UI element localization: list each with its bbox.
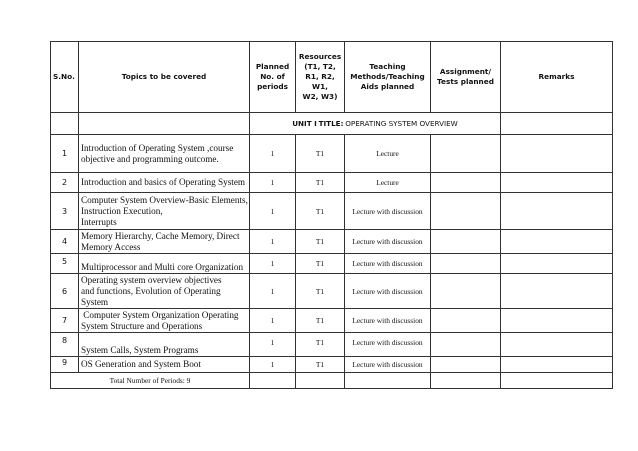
row-remarks — [501, 254, 613, 274]
row-topic — [79, 309, 250, 333]
table-row — [51, 193, 613, 230]
row-topic-line: Introduction of Operating System ,course — [81, 142, 234, 153]
row-periods: 1 — [250, 309, 296, 333]
unit-label: UNIT I — [292, 119, 317, 128]
row-periods: 1 — [250, 357, 296, 373]
row-assignment — [431, 193, 501, 230]
header-resources-line: R1, R2, W1, — [305, 72, 335, 91]
row-sno: 2 — [51, 173, 79, 193]
header-remarks: Remarks — [501, 42, 613, 113]
row-topic-line: Multiprocessor and Multi core Organization — [81, 262, 244, 272]
row-topic — [79, 230, 250, 254]
row-topic-line: Instruction Execution, — [81, 205, 163, 216]
row-assignment — [431, 274, 501, 309]
row-topic-line: Operating system overview objectives — [81, 274, 222, 285]
row-topic-line: Introduction and basics of Operating System — [81, 177, 246, 187]
row-method: Lecture with discussion — [345, 357, 431, 373]
total-blank-cell — [296, 373, 345, 389]
header-resources-line: (T1, T2, — [304, 62, 336, 71]
table-row — [51, 333, 613, 357]
row-sno: 8 — [51, 333, 79, 357]
table-row — [51, 135, 613, 173]
row-remarks — [501, 193, 613, 230]
row-topic — [79, 135, 250, 173]
row-resource: T1 — [296, 333, 345, 357]
row-resource: T1 — [296, 173, 345, 193]
row-topic — [79, 333, 250, 357]
row-assignment — [431, 230, 501, 254]
row-assignment — [431, 135, 501, 173]
row-periods: 1 — [250, 173, 296, 193]
header-assignment-line: Tests planned — [437, 77, 494, 86]
row-sno: 5 — [51, 254, 79, 274]
row-remarks — [501, 333, 613, 357]
row-sno: 4 — [51, 230, 79, 254]
header-assignment — [431, 42, 501, 113]
header-planned — [250, 42, 296, 113]
row-remarks — [501, 357, 613, 373]
row-topic-line: System Structure and Operations — [81, 320, 203, 331]
header-planned-line: No. of — [260, 72, 285, 81]
row-assignment — [431, 254, 501, 274]
row-resource: T1 — [296, 230, 345, 254]
row-method: Lecture with discussion — [345, 333, 431, 357]
row-remarks — [501, 274, 613, 309]
row-periods: 1 — [250, 333, 296, 357]
row-topic-line: Interrupts — [81, 216, 117, 227]
header-resources — [296, 42, 345, 113]
row-resource: T1 — [296, 357, 345, 373]
total-blank-cell — [345, 373, 431, 389]
row-topic — [79, 274, 250, 309]
row-topic — [79, 193, 250, 230]
row-method: Lecture with discussion — [345, 254, 431, 274]
total-blank-cell — [250, 373, 296, 389]
row-periods: 1 — [250, 135, 296, 173]
row-assignment — [431, 333, 501, 357]
header-teaching-line: Teaching — [369, 62, 406, 71]
total-row — [51, 373, 613, 389]
row-topic-line: Computer System Organization Operating — [81, 309, 239, 320]
header-sno: S.No. — [51, 42, 79, 113]
row-resource: T1 — [296, 135, 345, 173]
total-periods: Total Number of Periods: 9 — [51, 373, 250, 389]
header-teaching — [345, 42, 431, 113]
row-method: Lecture with discussion — [345, 274, 431, 309]
lesson-plan-table — [50, 41, 613, 389]
row-method: Lecture with discussion — [345, 230, 431, 254]
table-row — [51, 173, 613, 193]
row-topic — [79, 173, 250, 193]
table-row — [51, 230, 613, 254]
header-assignment-line: Assignment/ — [439, 67, 492, 76]
header-row — [51, 42, 613, 113]
row-sno: 3 — [51, 193, 79, 230]
header-resources-line: Resources — [298, 52, 342, 61]
row-resource: T1 — [296, 309, 345, 333]
header-teaching-line: Methods/Teaching — [350, 72, 425, 81]
row-topic-line: System Calls, System Programs — [81, 345, 199, 355]
table-row — [51, 274, 613, 309]
header-planned-line: Planned — [255, 62, 290, 71]
row-method: Lecture — [345, 173, 431, 193]
total-blank-cell — [431, 373, 501, 389]
unit-blank-cell — [501, 113, 613, 135]
header-planned-line: periods — [257, 82, 288, 91]
unit-row — [51, 113, 613, 135]
row-sno: 9 — [51, 357, 79, 373]
row-resource: T1 — [296, 193, 345, 230]
row-periods: 1 — [250, 274, 296, 309]
table-row — [51, 357, 613, 373]
row-remarks — [501, 230, 613, 254]
row-assignment — [431, 309, 501, 333]
unit-blank-cell — [79, 113, 250, 135]
row-assignment — [431, 357, 501, 373]
total-blank-cell — [501, 373, 613, 389]
row-topic-line: Memory Access — [81, 241, 141, 252]
table-row — [51, 309, 613, 333]
row-assignment — [431, 173, 501, 193]
row-method: Lecture — [345, 135, 431, 173]
row-remarks — [501, 135, 613, 173]
row-topic-line: System — [81, 296, 109, 307]
row-resource: T1 — [296, 254, 345, 274]
row-remarks — [501, 173, 613, 193]
row-periods: 1 — [250, 193, 296, 230]
header-teaching-line: Aids planned — [360, 82, 415, 91]
row-topic-line: objective and programming outcome. — [81, 153, 219, 164]
row-resource: T1 — [296, 274, 345, 309]
unit-title: OPERATING SYSTEM OVERVIEW — [345, 119, 458, 128]
row-method: Lecture with discussion — [345, 193, 431, 230]
row-topic — [79, 357, 250, 373]
row-topic-line: Computer System Overview-Basic Elements, — [81, 194, 248, 205]
row-topic — [79, 254, 250, 274]
row-remarks — [501, 309, 613, 333]
row-periods: 1 — [250, 254, 296, 274]
row-sno: 6 — [51, 274, 79, 309]
row-periods: 1 — [250, 230, 296, 254]
row-topic-line: Memory Hierarchy, Cache Memory, Direct — [81, 230, 240, 241]
row-sno: 7 — [51, 309, 79, 333]
table-row — [51, 254, 613, 274]
unit-title-cell — [250, 113, 501, 135]
row-method: Lecture with discussion — [345, 309, 431, 333]
header-topics: Topics to be covered — [79, 42, 250, 113]
unit-blank-cell — [51, 113, 79, 135]
unit-title-label: TITLE: — [318, 119, 344, 128]
row-topic-line: and functions, Evolution of Operating — [81, 285, 221, 296]
row-sno: 1 — [51, 135, 79, 173]
row-topic-line: OS Generation and System Boot — [81, 359, 201, 369]
header-resources-line: W2, W3) — [302, 92, 338, 101]
